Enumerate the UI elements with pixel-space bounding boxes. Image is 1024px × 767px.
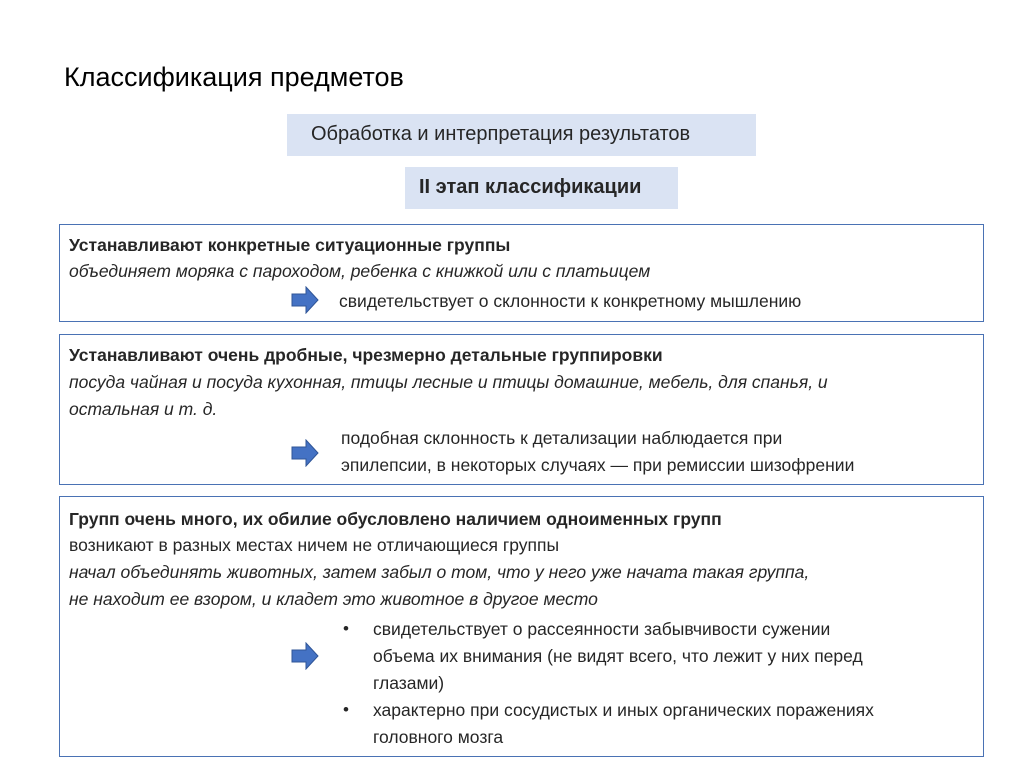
card-conclusion-line: подобная склонность к детализации наблюдается при xyxy=(341,428,783,448)
card-concrete-groups xyxy=(59,224,984,322)
right-arrow-icon xyxy=(291,642,319,670)
card-example-line: не находит ее взором, и кладет это животное в другое место xyxy=(69,589,598,609)
bullet-marker: • xyxy=(343,700,349,719)
card-example-line: начал объединять животных, затем забыл о том, что у него уже начата такая группа, xyxy=(69,562,810,582)
bullet-line: глазами) xyxy=(373,673,445,693)
page-title: Классификация предметов xyxy=(64,62,404,92)
card-conclusion: свидетельствует о склонности к конкретному мышлению xyxy=(339,291,802,311)
card-heading: Устанавливают конкретные ситуационные группы xyxy=(69,235,511,255)
card-many-groups xyxy=(59,496,984,757)
subtitle-box: Обработка и интерпретация результатов xyxy=(287,114,756,156)
card-example-line: остальная и т. д. xyxy=(69,399,218,419)
card-detailed-groups xyxy=(59,334,984,485)
stage-box: II этап классификации xyxy=(405,167,678,209)
right-arrow-icon xyxy=(291,439,319,467)
right-arrow-icon xyxy=(291,286,319,314)
card-heading: Устанавливают очень дробные, чрезмерно детальные группировки xyxy=(69,345,663,365)
bullet-line: свидетельствует о рассеянности забывчивости сужении xyxy=(373,619,831,639)
card-conclusion-line: эпилепсии, в некоторых случаях — при ремиссии шизофрении xyxy=(341,455,855,475)
bullet-line: объема их внимания (не видят всего, что лежит у них перед xyxy=(373,646,863,666)
card-example: объединяет моряка с пароходом, ребенка с книжкой или с платьицем xyxy=(69,261,651,281)
card-example-line: посуда чайная и посуда кухонная, птицы лесные и птицы домашние, мебель, для спанья, и xyxy=(69,372,828,392)
bullet-line: головного мозга xyxy=(373,727,504,747)
bullet-line: характерно при сосудистых и иных органических поражениях xyxy=(373,700,874,720)
card-plain-text: возникают в разных местах ничем не отличающиеся группы xyxy=(69,535,560,555)
card-heading: Групп очень много, их обилие обусловлено наличием одноименных групп xyxy=(69,509,722,529)
bullet-marker: • xyxy=(343,619,349,638)
